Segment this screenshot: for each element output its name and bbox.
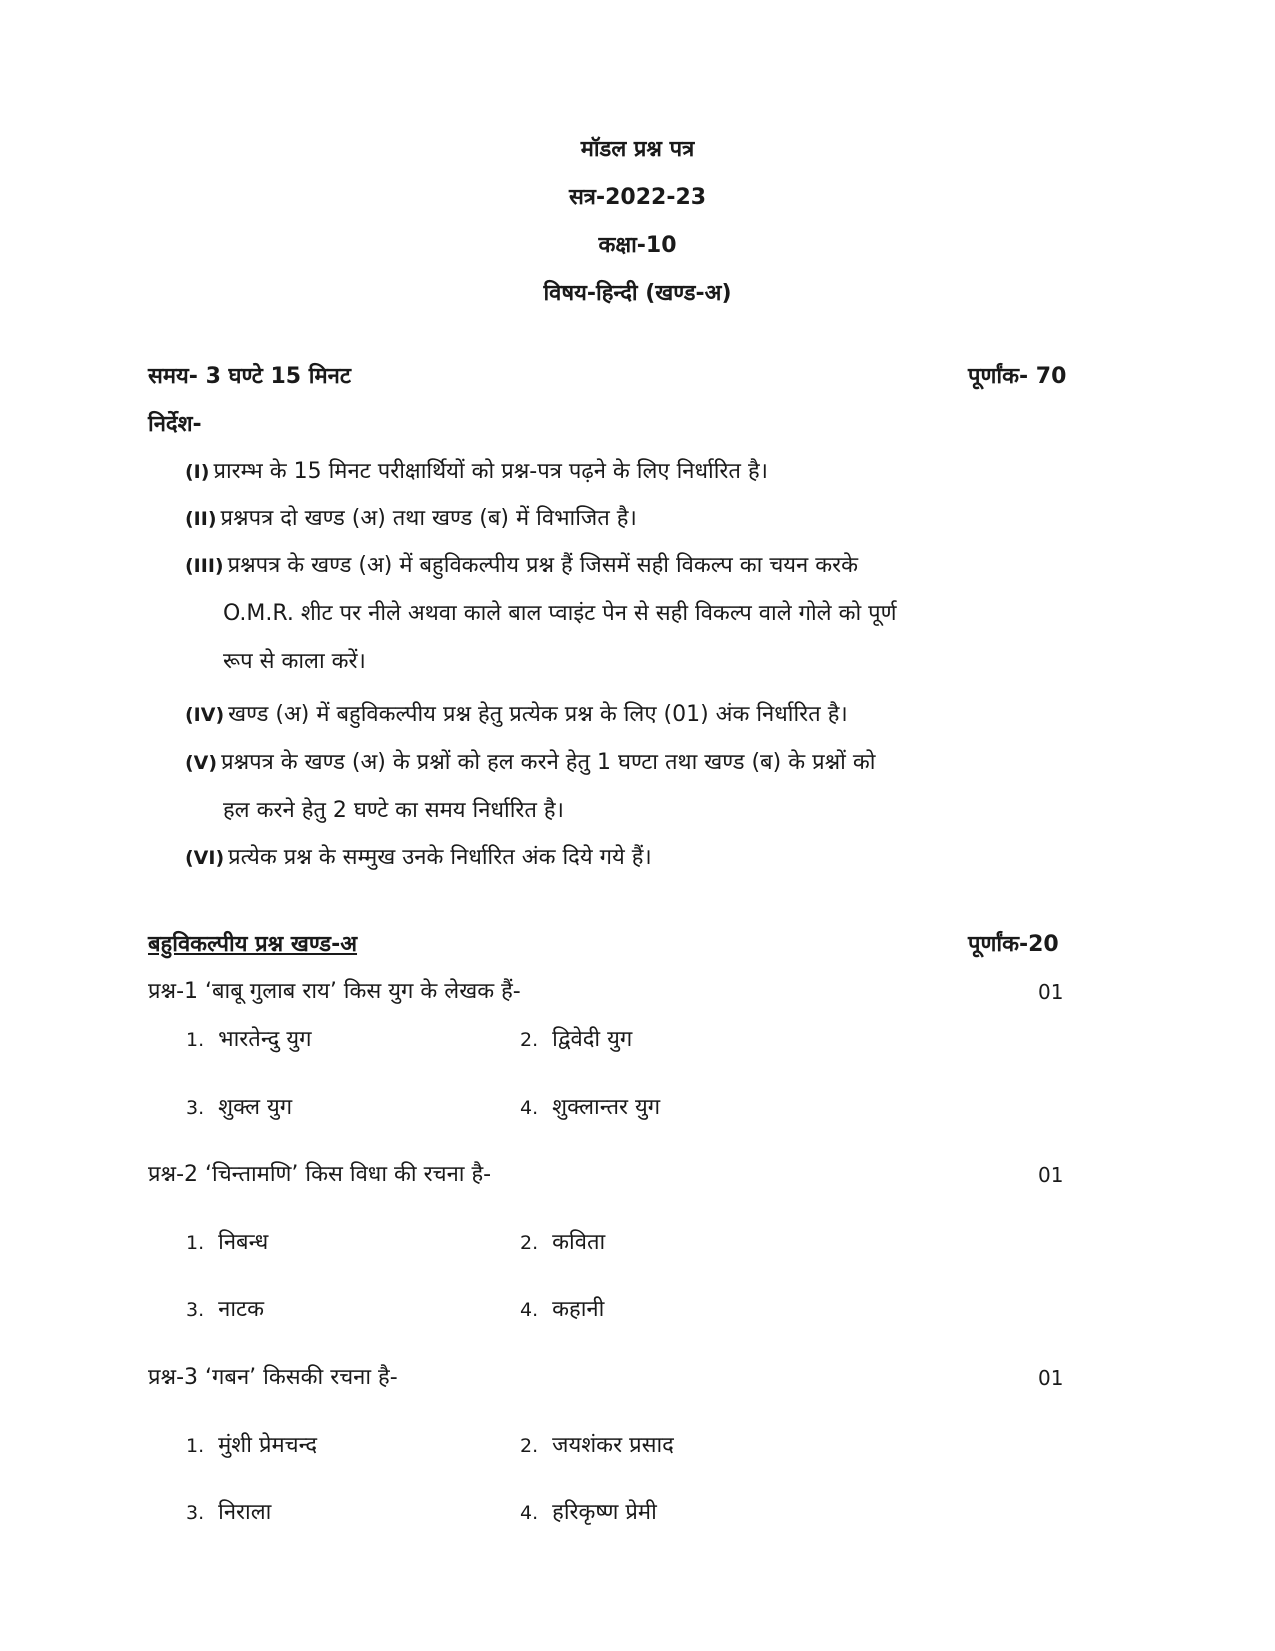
instruction-text: खण्ड (अ) में बहुविकल्पीय प्रश्न हेतु प्रत्येक प्रश्न के लिए (01) अंक निर्धारित है।: [228, 702, 848, 727]
option: [186, 1093, 292, 1123]
option: [520, 1498, 657, 1528]
option-number: 3.: [186, 1097, 205, 1119]
instruction-text-continued: O.M.R. शीट पर नीले अथवा काले बाल प्वाइंट पेन से सही विकल्प वाले गोले को पूर्ण: [223, 601, 897, 626]
instruction-item: [185, 551, 1095, 677]
option: [520, 1093, 660, 1123]
option-text: कविता: [552, 1230, 606, 1255]
option-number: 1.: [186, 1232, 205, 1254]
instruction-text-continued: हल करने हेतु 2 घण्टे का समय निर्धारित है।: [223, 798, 564, 823]
option: [520, 1025, 632, 1055]
instruction-text-continued: रूप से काला करें।: [223, 649, 366, 674]
option-text: शुक्ल युग: [218, 1095, 293, 1120]
instruction-number: (V): [185, 752, 218, 774]
option: [186, 1295, 264, 1325]
option: [520, 1431, 674, 1461]
option-number: 4.: [520, 1299, 539, 1321]
instruction-number: (II): [185, 508, 217, 530]
question-marks: 01: [1038, 980, 1064, 1004]
instruction-number: (I): [185, 461, 210, 483]
instruction-text: प्रत्येक प्रश्न के सम्मुख उनके निर्धारित अंक दिये गये हैं।: [228, 845, 652, 870]
option-number: 3.: [186, 1299, 205, 1321]
section-title: बहुविकल्पीय प्रश्न खण्ड-अ: [148, 932, 358, 957]
option-number: 2.: [520, 1029, 539, 1051]
option-text: मुंशी प्रेमचन्द: [218, 1433, 318, 1458]
instruction-item: [185, 843, 1095, 873]
option-text: निराला: [218, 1500, 272, 1525]
option: [186, 1498, 271, 1528]
option: [186, 1228, 268, 1258]
option-number: 1.: [186, 1435, 205, 1457]
instruction-text: प्रश्नपत्र के खण्ड (अ) में बहुविकल्पीय प्रश्न हैं जिसमें सही विकल्प का चयन करके: [227, 553, 859, 578]
session-label: सत्र-2022-23: [568, 185, 707, 210]
option-number: 4.: [520, 1097, 539, 1119]
option-number: 3.: [186, 1502, 205, 1524]
option: [186, 1431, 317, 1461]
option-number: 2.: [520, 1232, 539, 1254]
option: [520, 1295, 604, 1325]
option-text: द्विवेदी युग: [552, 1027, 633, 1052]
subject-label: विषय-हिन्दी (खण्ड-अ): [543, 281, 732, 306]
option-text: नाटक: [218, 1297, 265, 1322]
question-text: प्रश्न-3 ‘गबन’ किसकी रचना है-: [148, 1365, 398, 1390]
option-number: 2.: [520, 1435, 539, 1457]
instruction-text: प्रश्नपत्र दो खण्ड (अ) तथा खण्ड (ब) में विभाजित है।: [220, 506, 637, 531]
option: [186, 1025, 311, 1055]
option-text: जयशंकर प्रसाद: [552, 1433, 674, 1458]
instructions-heading: निर्देश-: [148, 412, 202, 437]
instruction-item: [185, 700, 1095, 730]
section-marks: पूर्णांक-20: [968, 932, 1059, 957]
instruction-text: प्रारम्भ के 15 मिनट परीक्षार्थियों को प्रश्न-पत्र पढ़ने के लिए निर्धारित है।: [213, 459, 768, 484]
option-text: कहानी: [552, 1297, 605, 1322]
instruction-number: (VI): [185, 847, 225, 869]
option-number: 4.: [520, 1502, 539, 1524]
total-marks: पूर्णांक- 70: [968, 364, 1067, 389]
time-label: समय- 3 घण्टे 15 मिनट: [148, 364, 351, 389]
instruction-text: प्रश्नपत्र के खण्ड (अ) के प्रश्नों को हल करने हेतु 1 घण्टा तथा खण्ड (ब) के प्रश्नों को: [221, 750, 876, 775]
question-text: प्रश्न-2 ‘चिन्तामणि’ किस विधा की रचना है-: [148, 1162, 492, 1187]
question-marks: 01: [1038, 1163, 1064, 1187]
question-text: प्रश्न-1 ‘बाबू गुलाब राय’ किस युग के लेखक हैं-: [148, 979, 521, 1004]
option-number: 1.: [186, 1029, 205, 1051]
option-text: शुक्लान्तर युग: [552, 1095, 661, 1120]
class-label: कक्षा-10: [598, 233, 677, 258]
paper-title: मॉडल प्रश्न पत्र: [580, 137, 695, 162]
instruction-number: (III): [185, 555, 224, 577]
option-text: निबन्ध: [218, 1230, 269, 1255]
instruction-item: [185, 748, 1095, 826]
option: [520, 1228, 605, 1258]
option-text: भारतेन्दु युग: [218, 1027, 312, 1052]
option-text: हरिकृष्ण प्रेमी: [552, 1500, 657, 1525]
instruction-item: [185, 504, 1095, 534]
instruction-item: [185, 457, 1095, 487]
instruction-number: (IV): [185, 704, 225, 726]
question-marks: 01: [1038, 1366, 1064, 1390]
